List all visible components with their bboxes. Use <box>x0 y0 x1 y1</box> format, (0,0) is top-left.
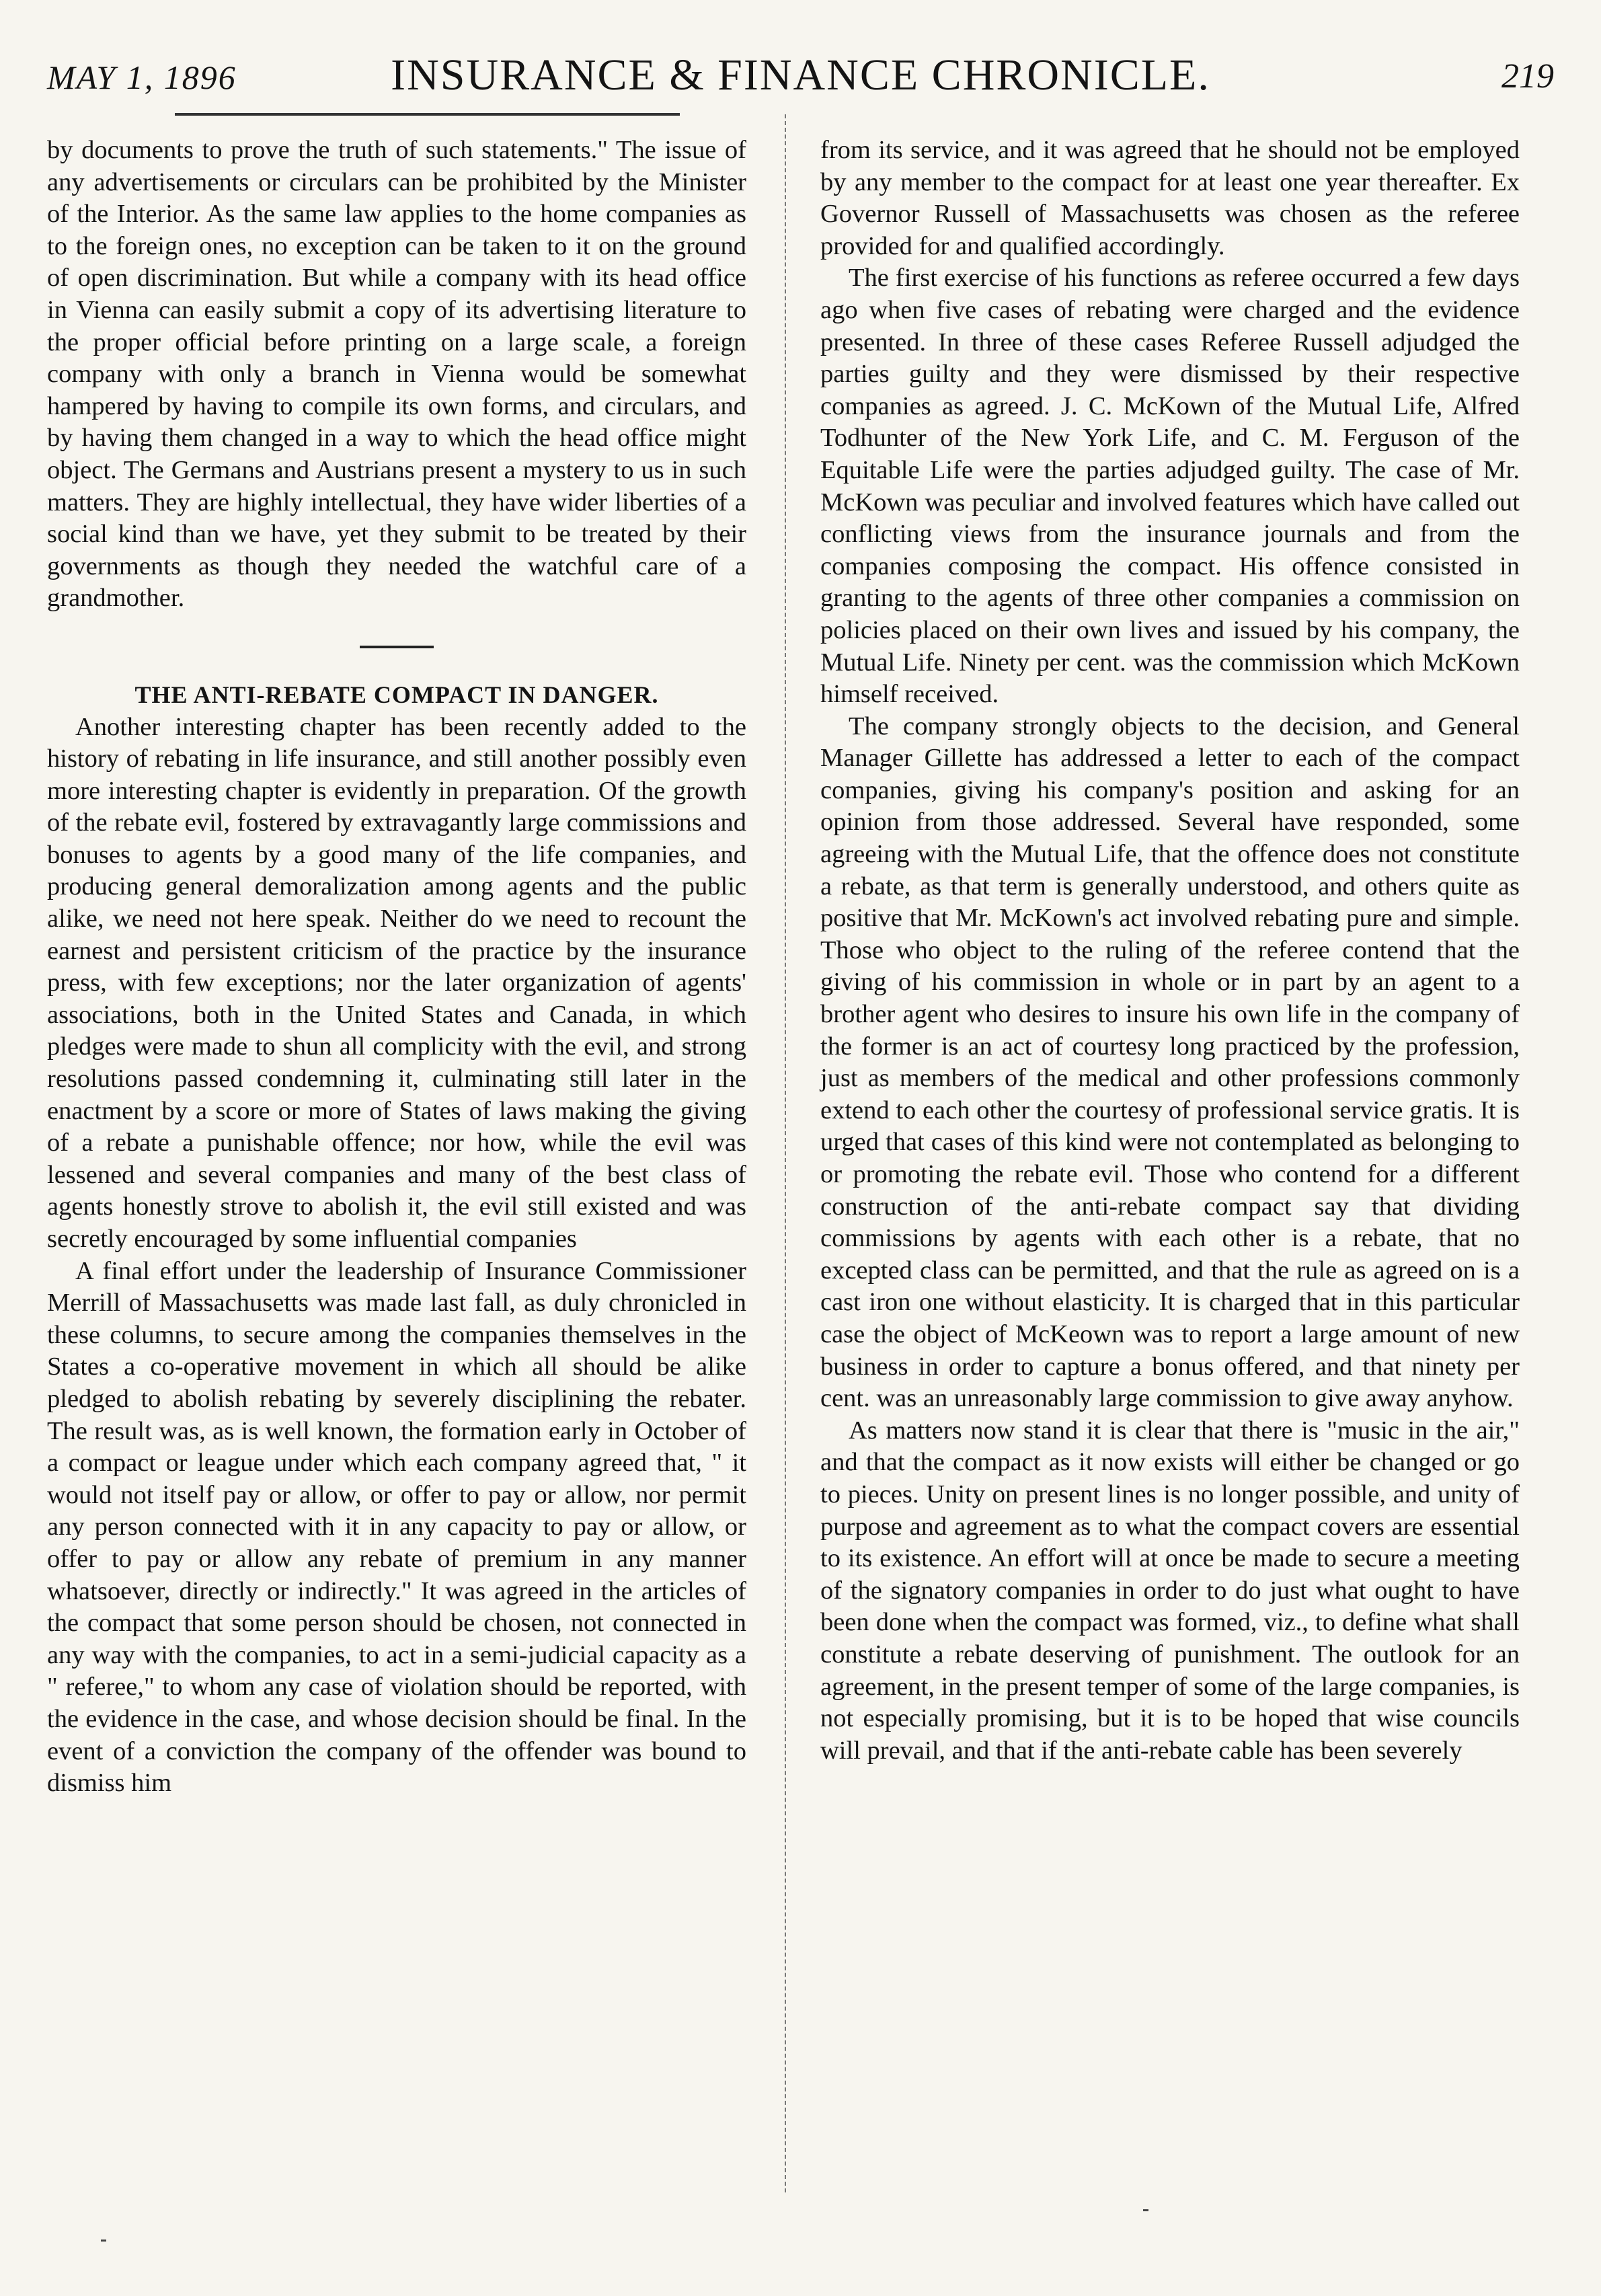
article-paragraph: from its service, and it was agreed that he should not be employed by any member to the compact for at least one year thereafter. Ex Governor Russell of Massachusetts was chosen as the referee provided for and qualified accordingly. <box>820 136 1520 260</box>
issue-date: MAY 1, 1896 <box>47 59 237 96</box>
article-headline: THE ANTI-REBATE COMPACT IN DANGER. <box>134 681 659 708</box>
column-divider <box>785 114 786 2192</box>
article-continuation-paragraph: by documents to prove the truth of such statements." The issue of any advertisements or circulars can be prohibited by the Minister of the Interior. As the same law applies to the home companies as to the foreign ones, no exception can be taken to it on the ground of open discrimination. But while a company with its head office in Vienna can easily submit a copy of its advertising literature to the proper official before printing on a large scale, a foreign company with only a branch in Vienna would be somewhat hampered by having to compile its own forms, and circulars, and by having them changed in a way to which the head office might object. The Germans and Austrians present a mystery to us in such matters. They are highly intellectual, they have wider liberties of a social kind than we have, yet they submit to be treated by their governments as though they needed the watchful care of a grandmother. <box>47 136 746 613</box>
header-rule <box>175 113 680 116</box>
article-paragraph: The first exercise of his functions as referee occurred a few days ago when five cases of rebating were charged and the evidence presented. In three of these cases Referee Russell adjudged the parties guilty and they were dismissed by their respective companies as agreed. J. C. McKown of the Mutual Life, Alfred Todhunter of the New York Life, and C. M. Ferguson of the Equitable Life were the parties adjudged guilty. The case of Mr. McKown was peculiar and involved features which have called out conflicting views from the insurance journals and from the companies composing the compact. His offence consisted in granting to the agents of three other companies a commission on policies placed on their own lives and issued by his company, the Mutual Life. Ninety per cent. was the commission which McKown himself received. <box>820 264 1520 709</box>
page-number: 219 <box>1501 57 1554 95</box>
article-paragraph: Another interesting chapter has been recently added to the history of rebating in life insurance, and still another possibly even more interesting chapter is evidently in preparation. Of the growth of the rebate evil, fostered by extravagantly large commissions and bonuses to agents by a good many of the life companies, and producing general demoralization among agents and the public alike, we need not here speak. Neither do we need to recount the earnest and persistent criticism of the practice by the insurance press, with few exceptions; nor the later organization of agents' associations, both in the United States and Canada, in which pledges were made to shun all complicity with the evil, and strong resolutions passed condemning it, culminating still later in the enactment by a score or more of States of laws making the giving of a rebate a punishable offence; nor how, while the evil was lessened and several companies and many of the best class of agents honestly strove to abolish it, the evil still existed and was secretly encouraged by some influential companies <box>47 712 746 1253</box>
page-header <box>47 40 1554 108</box>
print-speck <box>1143 2209 1148 2211</box>
article-paragraph: A final effort under the leadership of Insurance Commissioner Merrill of Massachusetts was made last fall, as duly chronicled in these columns, to secure among the companies themselves in the States a co-operative movement in which all should be alike pledged to abolish rebating by severely disciplining the rebater. The result was, as is well known, the formation early in October of a compact or league under which each company agreed that, " it would not itself pay or allow, or offer to pay or allow, nor permit any person connected with it in any capacity to pay or allow, or offer to pay or allow any rebate of premium in any manner whatsoever, directly or indirectly." It was agreed in the articles of the compact that some person should be chosen, not connected in any way with the companies, to act in a semi-judicial capacity as a " referee," to whom any case of violation should be reported, with the evidence in the case, and whose decision should be final. In the event of a conviction the company of the offender was bound to dismiss him <box>47 1256 746 1798</box>
right-column <box>820 135 1520 1767</box>
publication-title: INSURANCE & FINANCE CHRONICLE. <box>391 50 1210 100</box>
print-speck <box>101 2240 106 2242</box>
left-column <box>47 135 746 1800</box>
section-separator <box>360 646 434 648</box>
article-paragraph: The company strongly objects to the decision, and General Manager Gillette has addressed a letter to each of the compact companies, giving his company's position and asking for an opinion from those addressed. Several have responded, some agreeing with the Mutual Life, that the offence does not constitute a rebate, as that term is generally understood, and others quite as positive that Mr. McKown's act involved rebating pure and simple. Those who object to the ruling of the referee contend that the giving of his commission in whole or in part by an agent to a brother agent who desires to insure his own life in the company of the former is an act of courtesy long practiced by the profession, just as members of the medical and other professions commonly extend to each other the courtesy of professional service gratis. It is urged that cases of this kind were not contemplated as belonging to or promoting the rebate evil. Those who contend for a different construction of the anti-rebate compact say that dividing commissions by agents with each other is a rebate, that no excepted class can be permitted, and that the rule as agreed on is a cast iron one without elasticity. It is charged that in this particular case the object of McKeown was to report a large amount of new business in order to capture a bonus offered, and that ninety per cent. was an unreasonably large commission to give away anyhow. <box>820 712 1520 1413</box>
article-paragraph: As matters now stand it is clear that there is "music in the air," and that the compact as it now exists will either be changed or go to pieces. Unity on present lines is no longer possible, and unity of purpose and agreement as to what the compact covers are essential to its existence. An effort will at once be made to secure a meeting of the signatory companies in order to do just what ought to have been done when the compact was formed, viz., to define what shall constitute a rebate deserving of punishment. The outlook for an agreement, in the present temper of some of the large companies, is not especially promising, but it is to be hoped that wise councils will prevail, and that if the anti-rebate cable has been severely <box>820 1416 1520 1765</box>
